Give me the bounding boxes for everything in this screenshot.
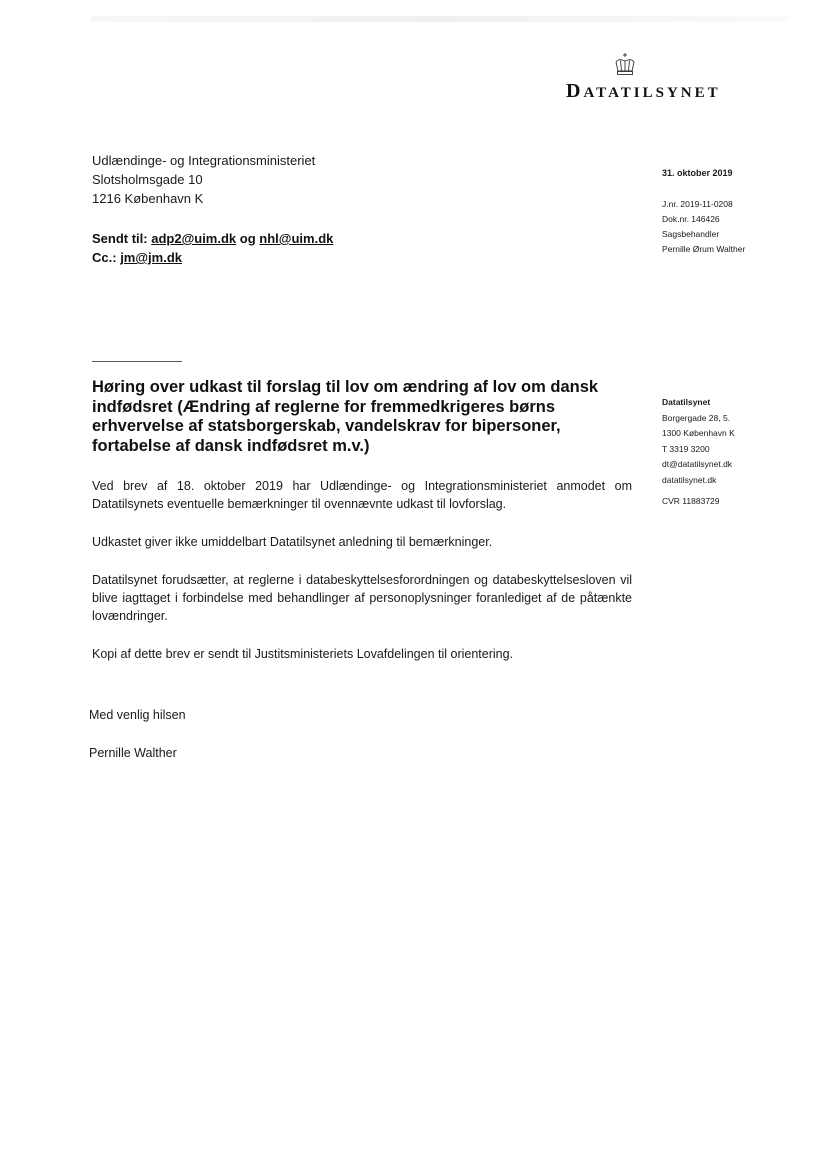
sender-city: 1300 København K bbox=[662, 428, 735, 438]
cc-email-link[interactable]: jm@jm.dk bbox=[120, 250, 182, 265]
letter-date: 31. oktober 2019 bbox=[662, 168, 733, 178]
closing-block bbox=[89, 706, 186, 762]
sender-name: Datatilsynet bbox=[662, 397, 711, 407]
email-link-1[interactable]: adp2@uim.dk bbox=[151, 231, 237, 246]
case-handler-label: Sagsbehandler bbox=[662, 229, 720, 239]
send-to-block bbox=[92, 229, 333, 267]
sender-street: Borgergade 28, 5. bbox=[662, 412, 731, 423]
journal-number: J.nr. 2019-11-0208 bbox=[662, 199, 733, 209]
crown-icon bbox=[612, 52, 638, 78]
recipient-line-2: Slotsholmsgade 10 bbox=[92, 172, 203, 187]
brand-wordmark bbox=[566, 80, 776, 103]
sender-info bbox=[662, 395, 802, 510]
recipient-line-3: 1216 København K bbox=[92, 191, 204, 206]
scan-artifact bbox=[90, 16, 790, 22]
letter-body bbox=[92, 477, 632, 663]
signature-name: Pernille Walther bbox=[89, 746, 177, 760]
document-number: Dok.nr. 146426 bbox=[662, 214, 720, 224]
divider bbox=[92, 361, 182, 362]
document-meta bbox=[662, 166, 802, 257]
letter-subject: Høring over udkast til forslag til lov om ændring af lov om dansk indfødsret (Ændring af reglerne for fremmedkrigeres børns erhvervelse af statsborgerskab, vandelskrav for bipersoner, fortabelse af dansk indfødsret m.v.) bbox=[92, 378, 599, 455]
sender-website: datatilsynet.dk bbox=[662, 474, 717, 485]
closing-greeting: Med venlig hilsen bbox=[89, 708, 186, 722]
recipient-line-1: Udlændinge- og Integrationsministeriet bbox=[92, 153, 316, 168]
brand-wordmark-initial: D bbox=[566, 80, 584, 102]
body-paragraph-2: Udkastet giver ikke umiddelbart Datatilsynet anledning til bemærkninger. bbox=[92, 535, 493, 549]
body-paragraph-4: Kopi af dette brev er sendt til Justitsministeriets Lovafdelingen til orientering. bbox=[92, 647, 514, 661]
cc-label: Cc.: bbox=[92, 250, 117, 265]
send-to-label: Sendt til: bbox=[92, 231, 148, 246]
sender-cvr: CVR 11883729 bbox=[662, 496, 720, 506]
recipient-address bbox=[92, 151, 315, 208]
body-paragraph-1: Ved brev af 18. oktober 2019 har Udlændinge- og Integrationsministeriet anmodet om Datatilsynets eventuelle bemærkninger til ovennævnte udkast til lovforslag. bbox=[92, 479, 632, 511]
send-to-line bbox=[92, 229, 333, 248]
sender-email: dt@datatilsynet.dk bbox=[662, 459, 733, 469]
case-handler-name: Pernille Ørum Walther bbox=[662, 244, 746, 254]
body-paragraph-3: Datatilsynet forudsætter, at reglerne i databeskyttelsesforordningen og databeskyttelsesloven vil blive iagttaget i forbindelse med behandlinger af personoplysninger foranlediget af de påtænkte lovændringer. bbox=[92, 573, 632, 623]
send-to-joiner: og bbox=[239, 231, 256, 246]
brand-wordmark-rest: ATATILSYNET bbox=[583, 85, 721, 101]
cc-line bbox=[92, 248, 333, 267]
email-link-2[interactable]: nhl@uim.dk bbox=[259, 231, 334, 246]
sender-phone: T 3319 3200 bbox=[662, 443, 710, 454]
